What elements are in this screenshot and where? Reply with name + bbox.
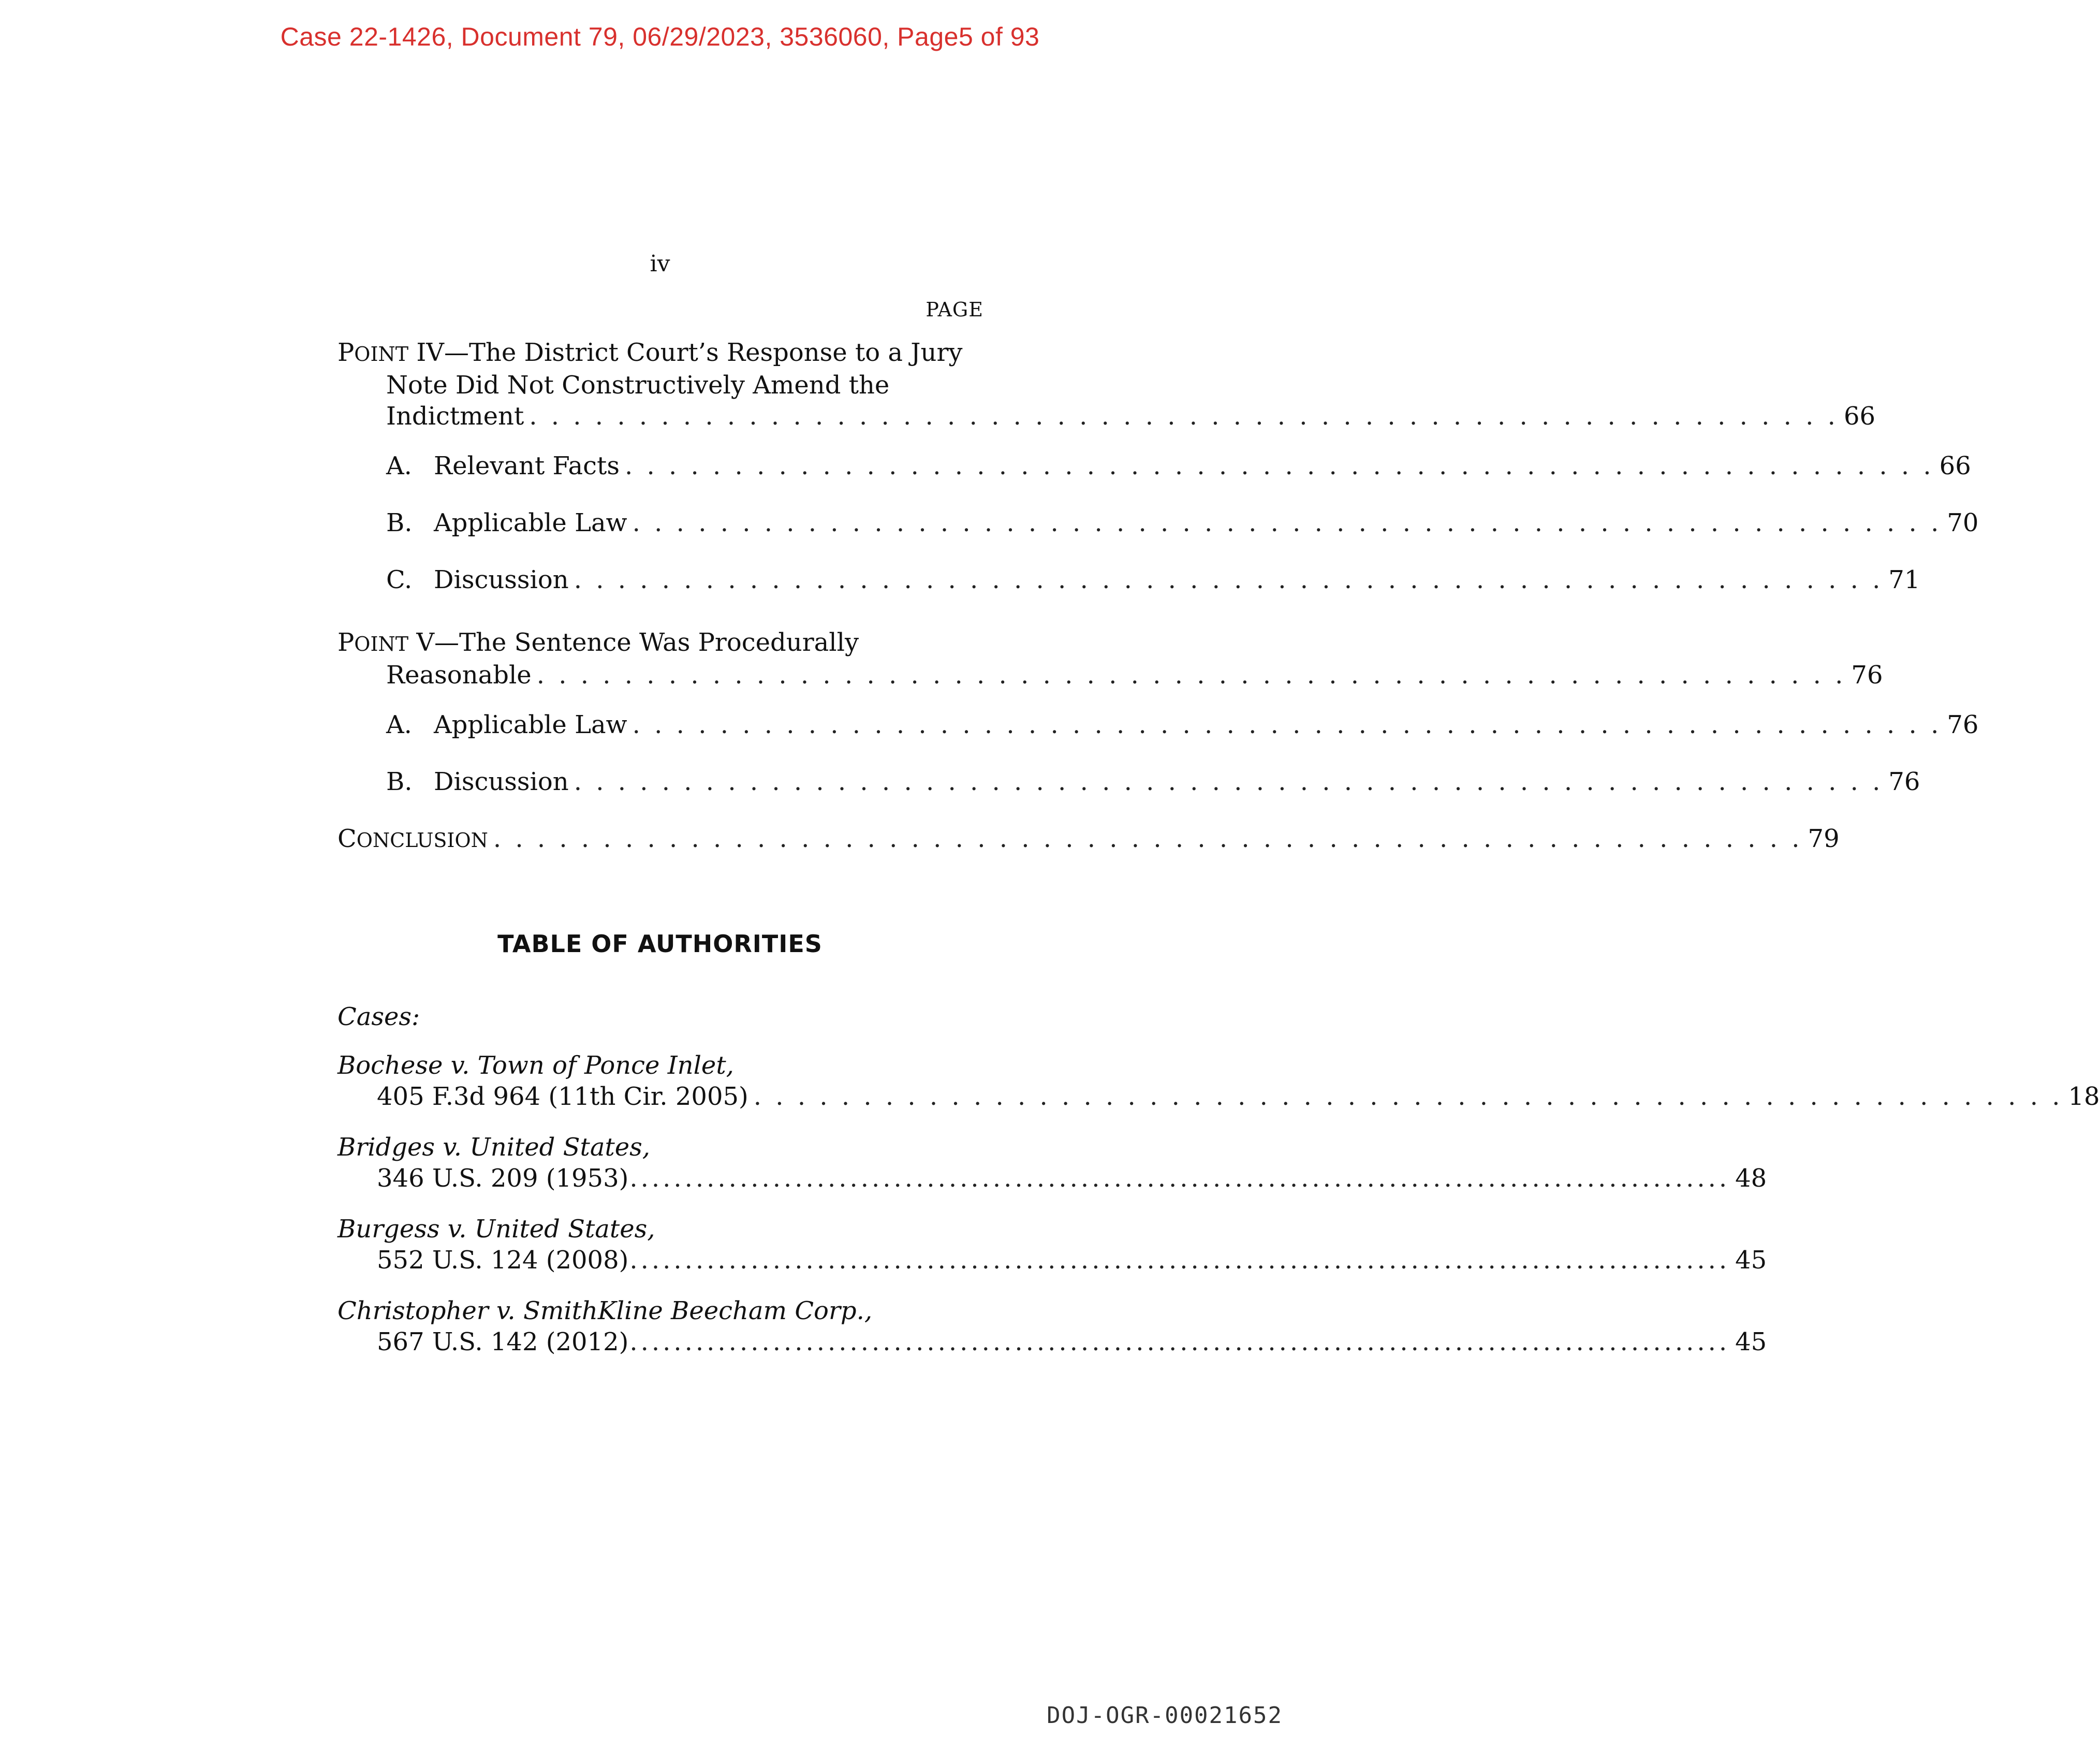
toc-entry-point-iv-c[interactable] <box>337 564 1920 595</box>
toc-page-number: 79 <box>1808 824 1840 853</box>
small-caps-rest: OINT <box>354 633 409 655</box>
table-of-authorities-heading: TABLE OF AUTHORITIES <box>497 930 823 958</box>
authority-entry[interactable] <box>337 1050 2100 1112</box>
toc-page-number: 76 <box>1947 710 1979 739</box>
page-column-label: PAGE <box>926 298 983 321</box>
cases-label: Cases: <box>337 1002 420 1031</box>
dot-leader: . . . . . . . . . . . . . . . . . . . . . . . . . . . . . . . . . . . . . . . . . . . . . . . . . . . . . . . . . . . . <box>632 710 1942 739</box>
case-name: Bridges v. United States, <box>337 1133 651 1162</box>
small-caps-rest: OINT <box>354 343 409 366</box>
toc-entry-point-iv-a[interactable] <box>337 450 1971 481</box>
dot-leader: . . . . . . . . . . . . . . . . . . . . . . . . . . . . . . . . . . . . . . . . . . . . . . . . . . . . . . . . . . . . <box>624 451 1934 480</box>
case-name: Bochese v. Town of Ponce Inlet, <box>337 1051 734 1080</box>
toc-point-v-title-text: V—The Sentence Was Procedurally <box>416 628 859 657</box>
case-citation: 405 F.3d 964 (11th Cir. 2005) <box>377 1082 748 1111</box>
dot-leader: . . . . . . . . . . . . . . . . . . . . . . . . . . . . . . . . . . . . . . . . . . . . . . . . . . . . . . . . . . . . <box>632 508 1942 537</box>
toc-sub-title: Discussion <box>434 565 569 594</box>
authority-entry[interactable] <box>337 1132 1767 1194</box>
toc-point-iv-title-text: IV—The District Court’s Response to a Jury <box>416 338 963 367</box>
toc-entry-point-iv[interactable] <box>337 337 1876 432</box>
toc-page-number: 66 <box>1843 402 1876 431</box>
dot-leader: . . . . . . . . . . . . . . . . . . . . . . . . . . . . . . . . . . . . . . . . . . . . . . . . . . . . . . . . . . . . <box>574 565 1884 594</box>
toc-point-iv-title-line3-text: Indictment <box>386 402 524 431</box>
toc-page-number: 76 <box>1851 661 1883 690</box>
toc-sub-letter: C. <box>386 565 413 594</box>
toc-entry-point-v[interactable] <box>337 627 1883 691</box>
small-caps-initial: C <box>337 824 357 853</box>
bates-number: DOJ-OGR-00021652 <box>1047 1702 1283 1729</box>
dot-leader: .................................................................................................... <box>629 1164 1730 1193</box>
small-caps-rest: ONCLUSION <box>356 829 488 852</box>
toc-point-iv-title-line3 <box>337 401 1876 432</box>
page-number: iv <box>650 251 670 277</box>
dot-leader: . . . . . . . . . . . . . . . . . . . . . . . . . . . . . . . . . . . . . . . . . . . . . . . . . . . . . . . . . . . . <box>493 824 1803 853</box>
small-caps-initial: P <box>337 628 355 657</box>
toc-sub-title: Applicable Law <box>434 508 627 537</box>
small-caps-initial: P <box>337 338 355 367</box>
toc-sub-title: Discussion <box>434 767 569 796</box>
authority-entry[interactable] <box>337 1295 1767 1357</box>
toc-page-number: 71 <box>1888 565 1920 594</box>
toc-point-iv-title-line2: Note Did Not Constructively Amend the <box>386 371 890 400</box>
authority-entry[interactable] <box>337 1214 1767 1276</box>
dot-leader: . . . . . . . . . . . . . . . . . . . . . . . . . . . . . . . . . . . . . . . . . . . . . . . . . . . . . . . . . . . . <box>574 767 1884 796</box>
dot-leader: . . . . . . . . . . . . . . . . . . . . . . . . . . . . . . . . . . . . . . . . . . . . . . . . . . . . . . . . . . . . <box>753 1082 2063 1111</box>
toc-page-number: 76 <box>1888 767 1920 796</box>
toc-entry-conclusion[interactable] <box>337 823 1840 856</box>
case-citation: 346 U.S. 209 (1953) <box>377 1164 629 1193</box>
dot-leader: . . . . . . . . . . . . . . . . . . . . . . . . . . . . . . . . . . . . . . . . . . . . . . . . . . . . . . . . . . . . <box>536 661 1846 690</box>
toc-sub-title: Applicable Law <box>434 710 627 739</box>
dot-leader: . . . . . . . . . . . . . . . . . . . . . . . . . . . . . . . . . . . . . . . . . . . . . . . . . . . . . . . . . . . . <box>529 402 1839 431</box>
toc-point-iv-title-line1 <box>337 337 983 370</box>
toc-page-number: 66 <box>1939 451 1971 480</box>
toc-sub-title: Relevant Facts <box>434 451 620 480</box>
toc-point-v-title-line2 <box>337 660 1883 691</box>
case-page-number: 45 <box>1735 1327 1767 1356</box>
case-header-stamp: Case 22-1426, Document 79, 06/29/2023, 3536060, Page5 of 93 <box>280 22 1040 51</box>
toc-sub-letter: B. <box>386 767 413 796</box>
case-page-number: 48 <box>1735 1164 1767 1193</box>
toc-sub-letter: A. <box>386 710 412 739</box>
toc-point-v-title-line2-text: Reasonable <box>386 661 532 690</box>
case-name: Burgess v. United States, <box>337 1215 655 1244</box>
case-page-number: 18 <box>2068 1082 2100 1111</box>
case-page-number: 45 <box>1735 1246 1767 1275</box>
toc-entry-point-v-b[interactable] <box>337 766 1920 797</box>
toc-entry-point-iv-b[interactable] <box>337 507 1979 538</box>
case-name: Christopher v. SmithKline Beecham Corp., <box>337 1296 873 1325</box>
dot-leader: .................................................................................................... <box>629 1327 1730 1356</box>
dot-leader: .................................................................................................... <box>629 1246 1730 1275</box>
case-citation: 552 U.S. 124 (2008) <box>377 1246 629 1275</box>
case-citation: 567 U.S. 142 (2012) <box>377 1327 629 1356</box>
toc-entry-point-v-a[interactable] <box>337 709 1979 740</box>
toc-sub-letter: A. <box>386 451 412 480</box>
toc-point-v-title-line1 <box>337 627 983 660</box>
toc-page-number: 70 <box>1947 508 1979 537</box>
toc-sub-letter: B. <box>386 508 413 537</box>
